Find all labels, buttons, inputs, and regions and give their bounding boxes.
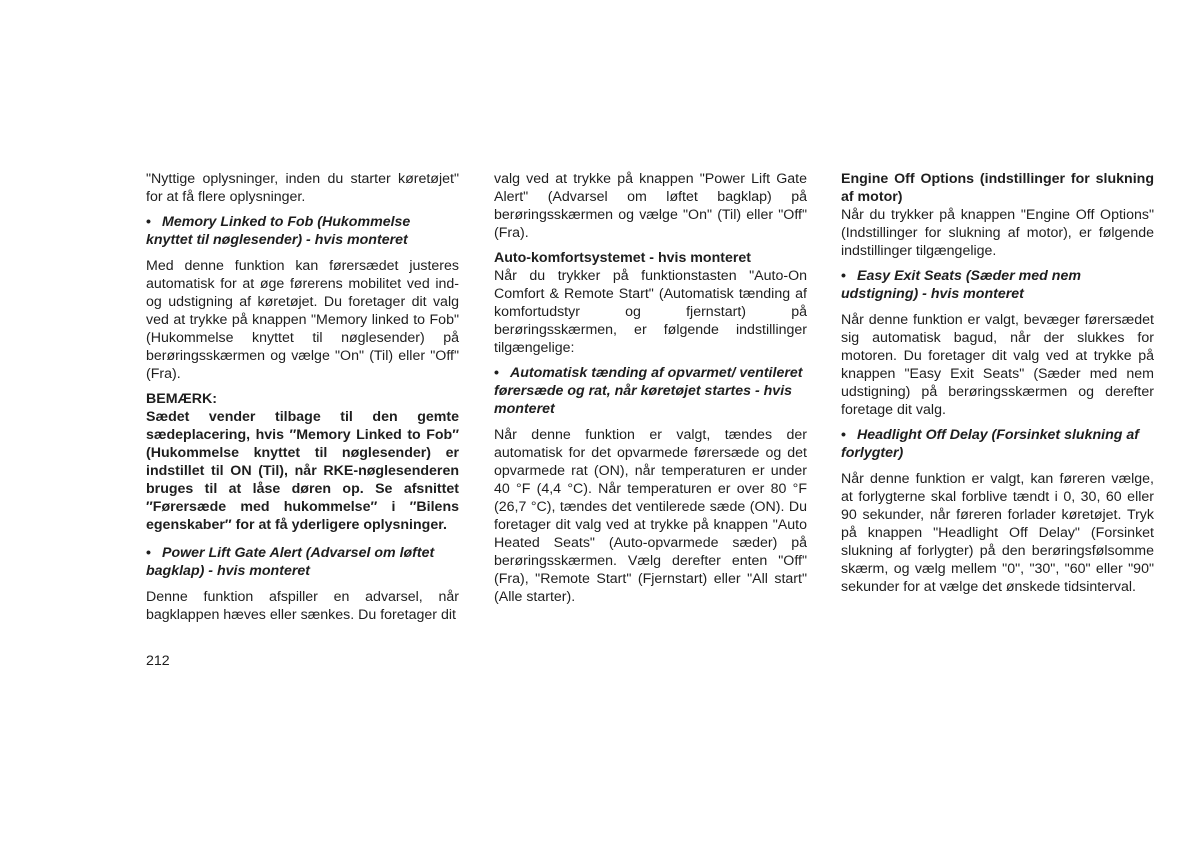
auto-heated-heading: [494, 364, 807, 418]
lift-gate-heading-text: Power Lift Gate Alert (Advarsel om løftet bagklap) - hvis monteret: [146, 545, 435, 579]
column-3: [841, 170, 1154, 603]
engine-off-heading: Engine Off Options (indstillinger for slukning af motor): [841, 171, 1154, 205]
bullet-icon: •: [494, 365, 499, 381]
headlight-delay-paragraph: Når denne funktion er valgt, kan føreren vælge, at forlygterne skal forblive tændt i 0, 30, 60 eller 90 sekunder, når føreren forlader køretøjet. Tryk på knappen "Headlight Off Delay" (Forsinket slukning af forlygter) på den berøringsfølsomme skærm, og vælg mellem "0", "30", "60" eller "90" sekunder for at vælge det ønskede tidsinterval.: [841, 471, 1154, 595]
auto-comfort-heading: Auto-komfortsystemet - hvis monteret: [494, 250, 751, 266]
column-2: [494, 170, 807, 613]
note-heading: BEMÆRK:: [146, 391, 217, 407]
lift-gate-paragraph-continued: valg ved at trykke på knappen "Power Lift Gate Alert" (Advarsel om løftet bagklap) på berøringsskærmen og vælge "On" (Til) eller "Off" (Fra).: [494, 171, 807, 241]
headlight-delay-heading: [841, 426, 1154, 462]
headlight-delay-heading-text: Headlight Off Delay (Forsinket slukning af forlygter): [841, 427, 1139, 461]
lift-gate-heading: [146, 544, 459, 580]
bullet-icon: •: [146, 214, 151, 230]
easy-exit-paragraph: Når denne funktion er valgt, bevæger førersædet sig automatisk bagud, når der slukkes for motoren. Du foretager dit valg ved at trykke på knappen "Easy Exit Seats" (Sæder med nem udstigning) på berøringsskærmen og derefter foretage dit valg.: [841, 312, 1154, 418]
auto-heated-heading-text: Automatisk tænding af opvarmet/ ventileret førersæde og rat, når køretøjet startes - hvis monteret: [494, 365, 803, 417]
bullet-icon: •: [841, 268, 846, 284]
easy-exit-heading-text: Easy Exit Seats (Sæder med nem udstigning) - hvis monteret: [841, 268, 1081, 302]
note-paragraph: Sædet vender tilbage til den gemte sædeplacering, hvis ″Memory Linked to Fob″ (Hukommelse knyttet til nøglesender) er indstillet til ON (Til), når RKE-nøglesenderen bruges til at låse døren op. Se afsnittet ″Førersæde med hukommelse″ i ″Bilens egenskaber″ for at få yderligere oplysninger.: [146, 409, 459, 533]
engine-off-paragraph: Når du trykker på knappen "Engine Off Options" (Indstillinger for slukning af motor), er følgende indstillinger tilgængelige.: [841, 207, 1154, 259]
column-1: [146, 170, 459, 624]
bullet-icon: •: [146, 545, 151, 561]
easy-exit-heading: [841, 267, 1154, 303]
memory-fob-heading-text: Memory Linked to Fob (Hukommelse knyttet til nøglesender) - hvis monteret: [146, 214, 411, 248]
memory-fob-paragraph: Med denne funktion kan førersædet justeres automatisk for at øge førerens mobilitet ved ind- og udstigning af køretøjet. Du foretager dit valg ved at trykke på knappen "Memory linked to Fob" (Hukommelse knyttet til nøglesender) på berøringsskærmen og vælge "On" (Til) eller "Off" (Fra).: [146, 258, 459, 382]
bullet-icon: •: [841, 427, 846, 443]
auto-comfort-paragraph: Når du trykker på funktionstasten "Auto-On Comfort & Remote Start" (Automatisk tænding af komfortudstyr og fjernstart) på berøringsskærmen, er følgende indstillinger tilgængelige:: [494, 268, 807, 356]
memory-fob-heading: [146, 213, 459, 249]
lift-gate-paragraph: Denne funktion afspiller en advarsel, når bagklappen hæves eller sænkes. Du foretager dit: [146, 589, 459, 623]
page-number: 212: [146, 653, 170, 669]
intro-paragraph: "Nyttige oplysninger, inden du starter køretøjet" for at få flere oplysninger.: [146, 171, 459, 205]
auto-heated-paragraph: Når denne funktion er valgt, tændes der automatisk for det opvarmede førersæde og det opvarmede rat (ON), når temperaturen er under 40 °F (4,4 °C). Når temperaturen er over 80 °F (26,7 °C), tændes det ventilerede sæde (ON). Du foretager dit valg ved at trykke på knappen "Auto Heated Seats" (Auto-opvarmede sæder) på berøringsskærmen. Vælg derefter enten "Off" (Fra), "Remote Start" (Fjernstart) eller "All start" (Alle starter).: [494, 427, 807, 605]
